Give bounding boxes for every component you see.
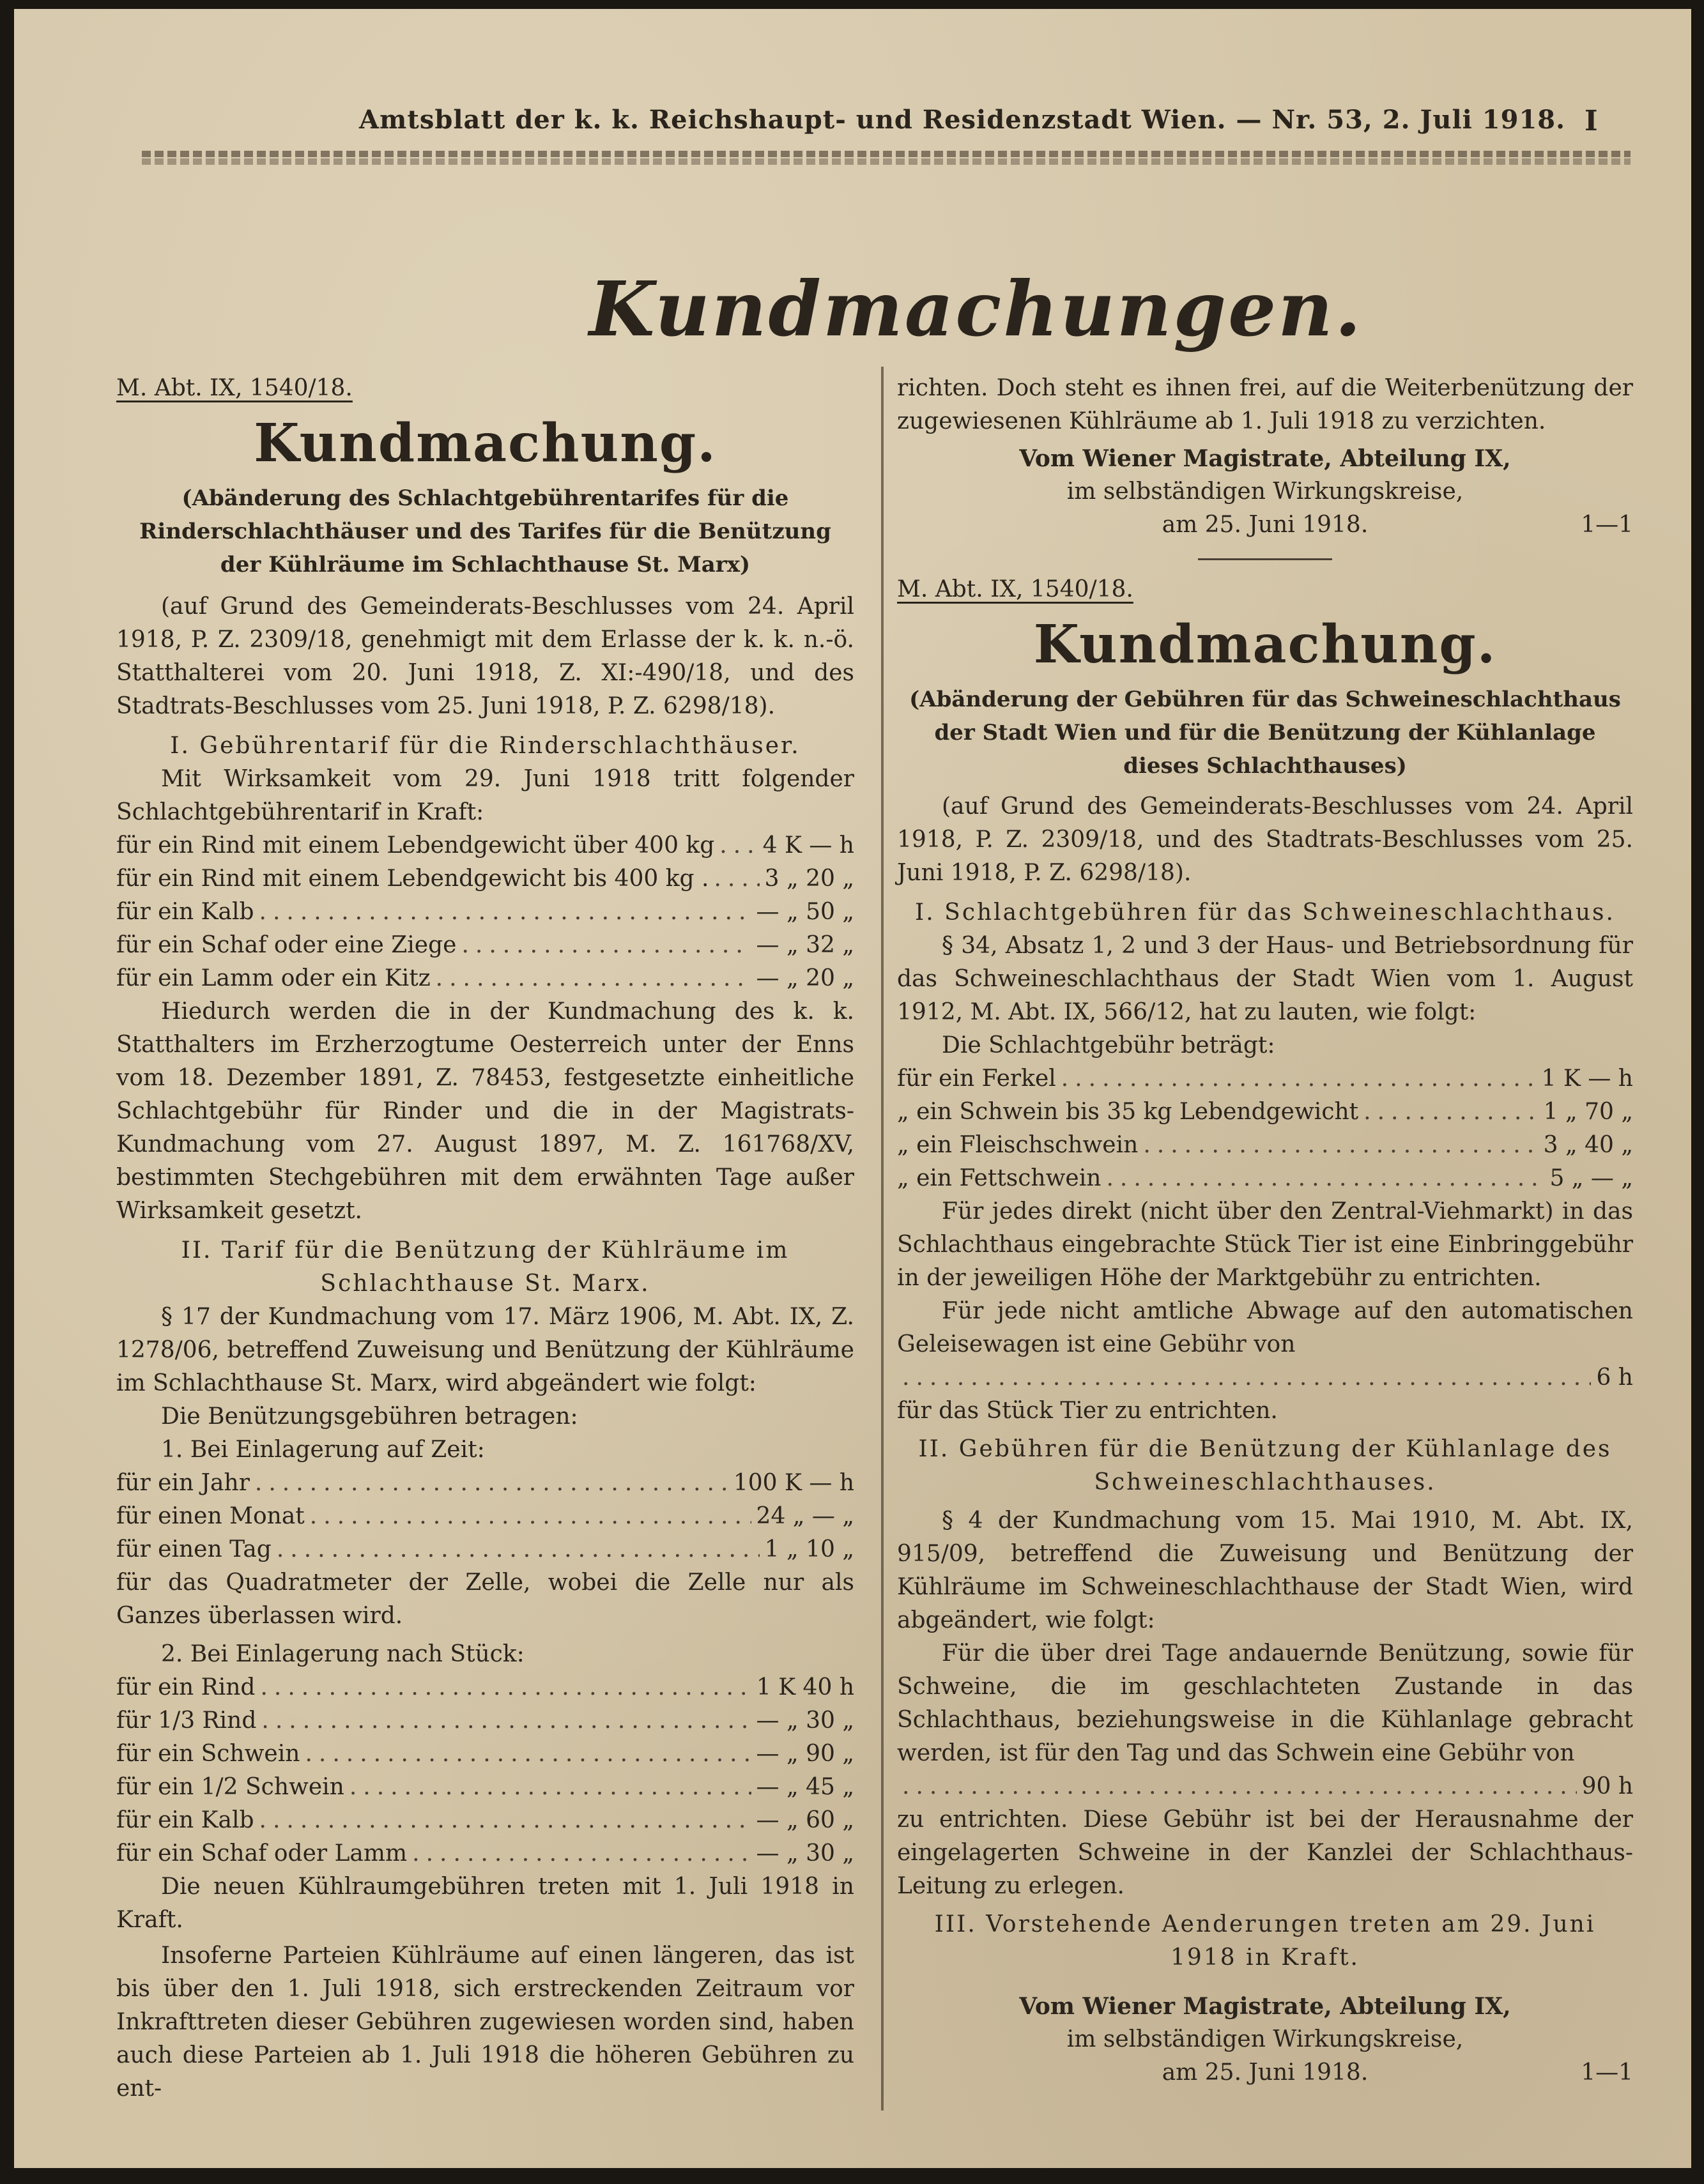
header-rule xyxy=(142,151,1631,157)
section-separator xyxy=(1198,558,1332,560)
left-section1-title: I. Gebührentarif für die Rinderschlachthäuser. xyxy=(170,733,801,759)
tariff-row xyxy=(897,1770,1633,1803)
page-number: I xyxy=(1585,105,1598,137)
left-tariff-time xyxy=(116,1467,854,1566)
tariff-row: für ein Rind ..... 1 K 40 h xyxy=(116,1671,854,1704)
left-section2-title: II. Tarif für die Benützung der Kühlräume im xyxy=(181,1237,790,1264)
left-tariff1 xyxy=(116,829,854,995)
left-subtitle: (Abänderung des Schlachtgebührentarifes für die Rinderschlachthäuser und des Tarifes für die Benützung der Kühlräume im Schlachthause St. Marx) xyxy=(139,485,831,577)
right-section2-title: II. Gebühren für die Benützung der Kühlanlage des xyxy=(918,1436,1612,1462)
right-section2-text2-end: zu entrichten. Diese Gebühr ist bei der Herausnahme der eingelagerten Schweine in der Kanzlei der Schlachthaus-Leitung zu erlegen. xyxy=(897,1806,1633,1899)
right-signature1-line1: Vom Wiener Magistrate, Abteilung IX, xyxy=(1019,445,1511,472)
right-continuation: richten. Doch steht es ihnen frei, auf die Weiterbenützung der zugewiesenen Kühlräume ab 1. Juli 1918 zu verzichten. xyxy=(897,375,1633,434)
right-signature1-date: am 25. Juni 1918. xyxy=(1162,512,1369,538)
right-signature2-date-row xyxy=(897,2056,1633,2089)
right-section3-2: 1918 in Kraft. xyxy=(1170,1944,1360,1971)
tariff-row: für ein Schaf oder eine Ziege ..... — „ 32 „ xyxy=(116,929,854,962)
left-basis: (auf Grund des Gemeinderats-Beschlusses vom 24. April 1918, P. Z. 2309/18, genehmigt mit dem Erlasse der k. k. n.-ö. Statthalterei vom 20. Juni 1918, Z. XI:-490/18, und des Stadtrats-Beschlusses vom 25. Juni 1918, P. Z. 6298/18). xyxy=(116,593,854,719)
right-weigh-text-end: für das Stück Tier zu entrichten. xyxy=(897,1398,1278,1424)
header-rule-secondary xyxy=(142,158,1631,165)
tariff-row: für 1/3 Rind ..... — „ 30 „ xyxy=(116,1704,854,1737)
right-section2-title-2: Schweineschlachthauses. xyxy=(1094,1469,1436,1495)
tariff-row: für ein Schaf oder Lamm ..... — „ 30 „ xyxy=(116,1837,854,1870)
right-tariff xyxy=(897,1062,1633,1195)
left-section2-title-2: Schlachthause St. Marx. xyxy=(320,1271,650,1297)
right-section1-title: I. Schlachtgebühren für das Schweineschlachthaus. xyxy=(915,899,1615,926)
right-fee-intro: Die Schlachtgebühr beträgt: xyxy=(942,1032,1275,1058)
right-kundmachung-title: Kundmachung. xyxy=(1033,614,1497,675)
page-title: Kundmachungen. xyxy=(589,264,1363,353)
newspaper-page xyxy=(14,9,1691,2168)
right-signature1-date-row xyxy=(897,508,1633,542)
right-signature1-line2: im selbständigen Wirkungskreise, xyxy=(1066,478,1464,505)
tariff-row: für ein 1/2 Schwein ..... — „ 45 „ xyxy=(116,1771,854,1804)
left-tariff-piece xyxy=(116,1671,854,1870)
right-section2-text2: Für die über drei Tage andauernde Benützung, sowie für Schweine, die im geschlachteten Zustande in das Schlachthaus, beziehungsweise in die Kühlanlage gebracht werden, ist für den Tag und das Schwein eine Gebühr von xyxy=(897,1640,1633,1766)
tariff-row: „ ein Fleischschwein ..... 3 „ 40 „ xyxy=(897,1129,1633,1162)
tariff-row: „ ein Fettschwein ..... 5 „ — „ xyxy=(897,1162,1633,1195)
tariff-row: für ein Rind mit einem Lebendgewicht bis 400 kg . ..... 3 „ 20 „ xyxy=(116,862,854,896)
tariff-row: für ein Kalb ..... — „ 50 „ xyxy=(116,896,854,929)
tariff-row: für ein Ferkel ..... 1 K — h xyxy=(897,1062,1633,1096)
right-section3: III. Vorstehende Aenderungen treten am 29. Juni xyxy=(934,1911,1596,1937)
left-section1-text: Hiedurch werden die in der Kundmachung des k. k. Statthalters im Erzherzogtume Oesterreich unter der Enns vom 18. Dezember 1891, Z. 78453, festgesetzte einheitliche Schlachtgebühr für Rinder und die in der Magistrats-Kundmachung vom 27. August 1897, M. Z. 161768/XV, bestimmten Stechgebühren mit dem erwähnten Tage außer Wirksamkeit gesetzt. xyxy=(116,998,854,1224)
right-weigh-price: 6 h xyxy=(1596,1364,1633,1391)
running-header: Amtsblatt der k. k. Reichshaupt- und Residenzstadt Wien. — Nr. 53, 2. Juli 1918. xyxy=(359,105,1566,135)
right-signature1-mark: 1—1 xyxy=(1581,512,1633,538)
right-section2-text: § 4 der Kundmachung vom 15. Mai 1910, M. Abt. IX, 915/09, betreffend die Zuweisung und Benützung der Kühlräume im Schweineschlachthause der Stadt Wien, wird abgeändert, wie folgt: xyxy=(897,1508,1633,1633)
right-section1-text: § 34, Absatz 1, 2 und 3 der Haus- und Betriebsordnung für das Schweineschlachthaus der Stadt Wien vom 1. August 1912, M. Abt. IX, 566/12, hat zu lauten, wie folgt: xyxy=(897,933,1633,1025)
tariff-row: für ein Kalb ..... — „ 60 „ xyxy=(116,1804,854,1837)
left-effective: Die neuen Kühlraumgebühren treten mit 1. Juli 1918 in Kraft. xyxy=(116,1874,854,1933)
left-kundmachung-title: Kundmachung. xyxy=(254,413,717,474)
tariff-row xyxy=(897,1361,1633,1394)
right-signature2-date: am 25. Juni 1918. xyxy=(1162,2059,1369,2086)
right-reference: M. Abt. IX, 1540/18. xyxy=(897,576,1133,602)
left-piece-title: 2. Bei Einlagerung nach Stück: xyxy=(161,1641,525,1667)
tariff-row: für ein Jahr ..... 100 K — h xyxy=(116,1467,854,1500)
left-column xyxy=(116,372,854,2105)
left-fees-intro: Die Benützungsgebühren betragen: xyxy=(161,1403,578,1430)
left-insofar: Insoferne Parteien Kühlräume auf einen längeren, das ist bis über den 1. Juli 1918, sich erstreckenden Zeitraum vor Inkrafttreten dieser Gebühren zugewiesen worden sind, haben auch diese Parteien ab 1. Juli 1918 die höheren Gebühren zu ent- xyxy=(116,1943,854,2102)
tariff-row: „ ein Schwein bis 35 kg Lebendgewicht ..... 1 „ 70 „ xyxy=(897,1096,1633,1129)
right-column xyxy=(897,372,1633,2089)
column-divider xyxy=(881,367,884,2111)
right-section2-price: 90 h xyxy=(1581,1773,1633,1799)
right-signature2-mark: 1—1 xyxy=(1581,2059,1633,2086)
tariff-row: für ein Rind mit einem Lebendgewicht über 400 kg ..... 4 K — h xyxy=(116,829,854,862)
left-time-title: 1. Bei Einlagerung auf Zeit: xyxy=(161,1437,485,1463)
tariff-row: für ein Schwein ..... — „ 90 „ xyxy=(116,1737,854,1771)
right-signature2-line2: im selbständigen Wirkungskreise, xyxy=(1066,2026,1464,2052)
tariff-row: für ein Lamm oder ein Kitz ..... — „ 20 „ xyxy=(116,962,854,995)
left-section1-intro: Mit Wirksamkeit vom 29. Juni 1918 tritt folgender Schlachtgebührentarif in Kraft: xyxy=(116,766,854,825)
right-basis: (auf Grund des Gemeinderats-Beschlusses vom 24. April 1918, P. Z. 2309/18, und des Stadtrats-Beschlusses vom 25. Juni 1918, P. Z. 6298/18). xyxy=(897,793,1633,886)
left-reference: M. Abt. IX, 1540/18. xyxy=(116,375,353,401)
right-weigh-text: Für jede nicht amtliche Abwage auf den automatischen Geleisewagen ist eine Gebühr von xyxy=(897,1298,1633,1357)
right-entry-fee: Für jedes direkt (nicht über den Zentral-Viehmarkt) in das Schlachthaus eingebrachte Stück Tier ist eine Einbringgebühr in der jeweiligen Höhe der Marktgebühr zu entrichten. xyxy=(897,1198,1633,1291)
tariff-row: für einen Monat ..... 24 „ — „ xyxy=(116,1500,854,1533)
left-time-note: für das Quadratmeter der Zelle, wobei die Zelle nur als Ganzes überlassen wird. xyxy=(116,1569,854,1629)
right-signature2-line1: Vom Wiener Magistrate, Abteilung IX, xyxy=(1019,1993,1511,2020)
tariff-row: für einen Tag ..... 1 „ 10 „ xyxy=(116,1533,854,1566)
right-subtitle: (Abänderung der Gebühren für das Schweineschlachthaus der Stadt Wien und für die Benützung der Kühlanlage dieses Schlachthauses) xyxy=(909,687,1621,779)
left-section2-text: § 17 der Kundmachung vom 17. März 1906, M. Abt. IX, Z. 1278/06, betreffend Zuweisung und Benützung der Kühlräume im Schlachthause St. Marx, wird abgeändert wie folgt: xyxy=(116,1304,854,1396)
